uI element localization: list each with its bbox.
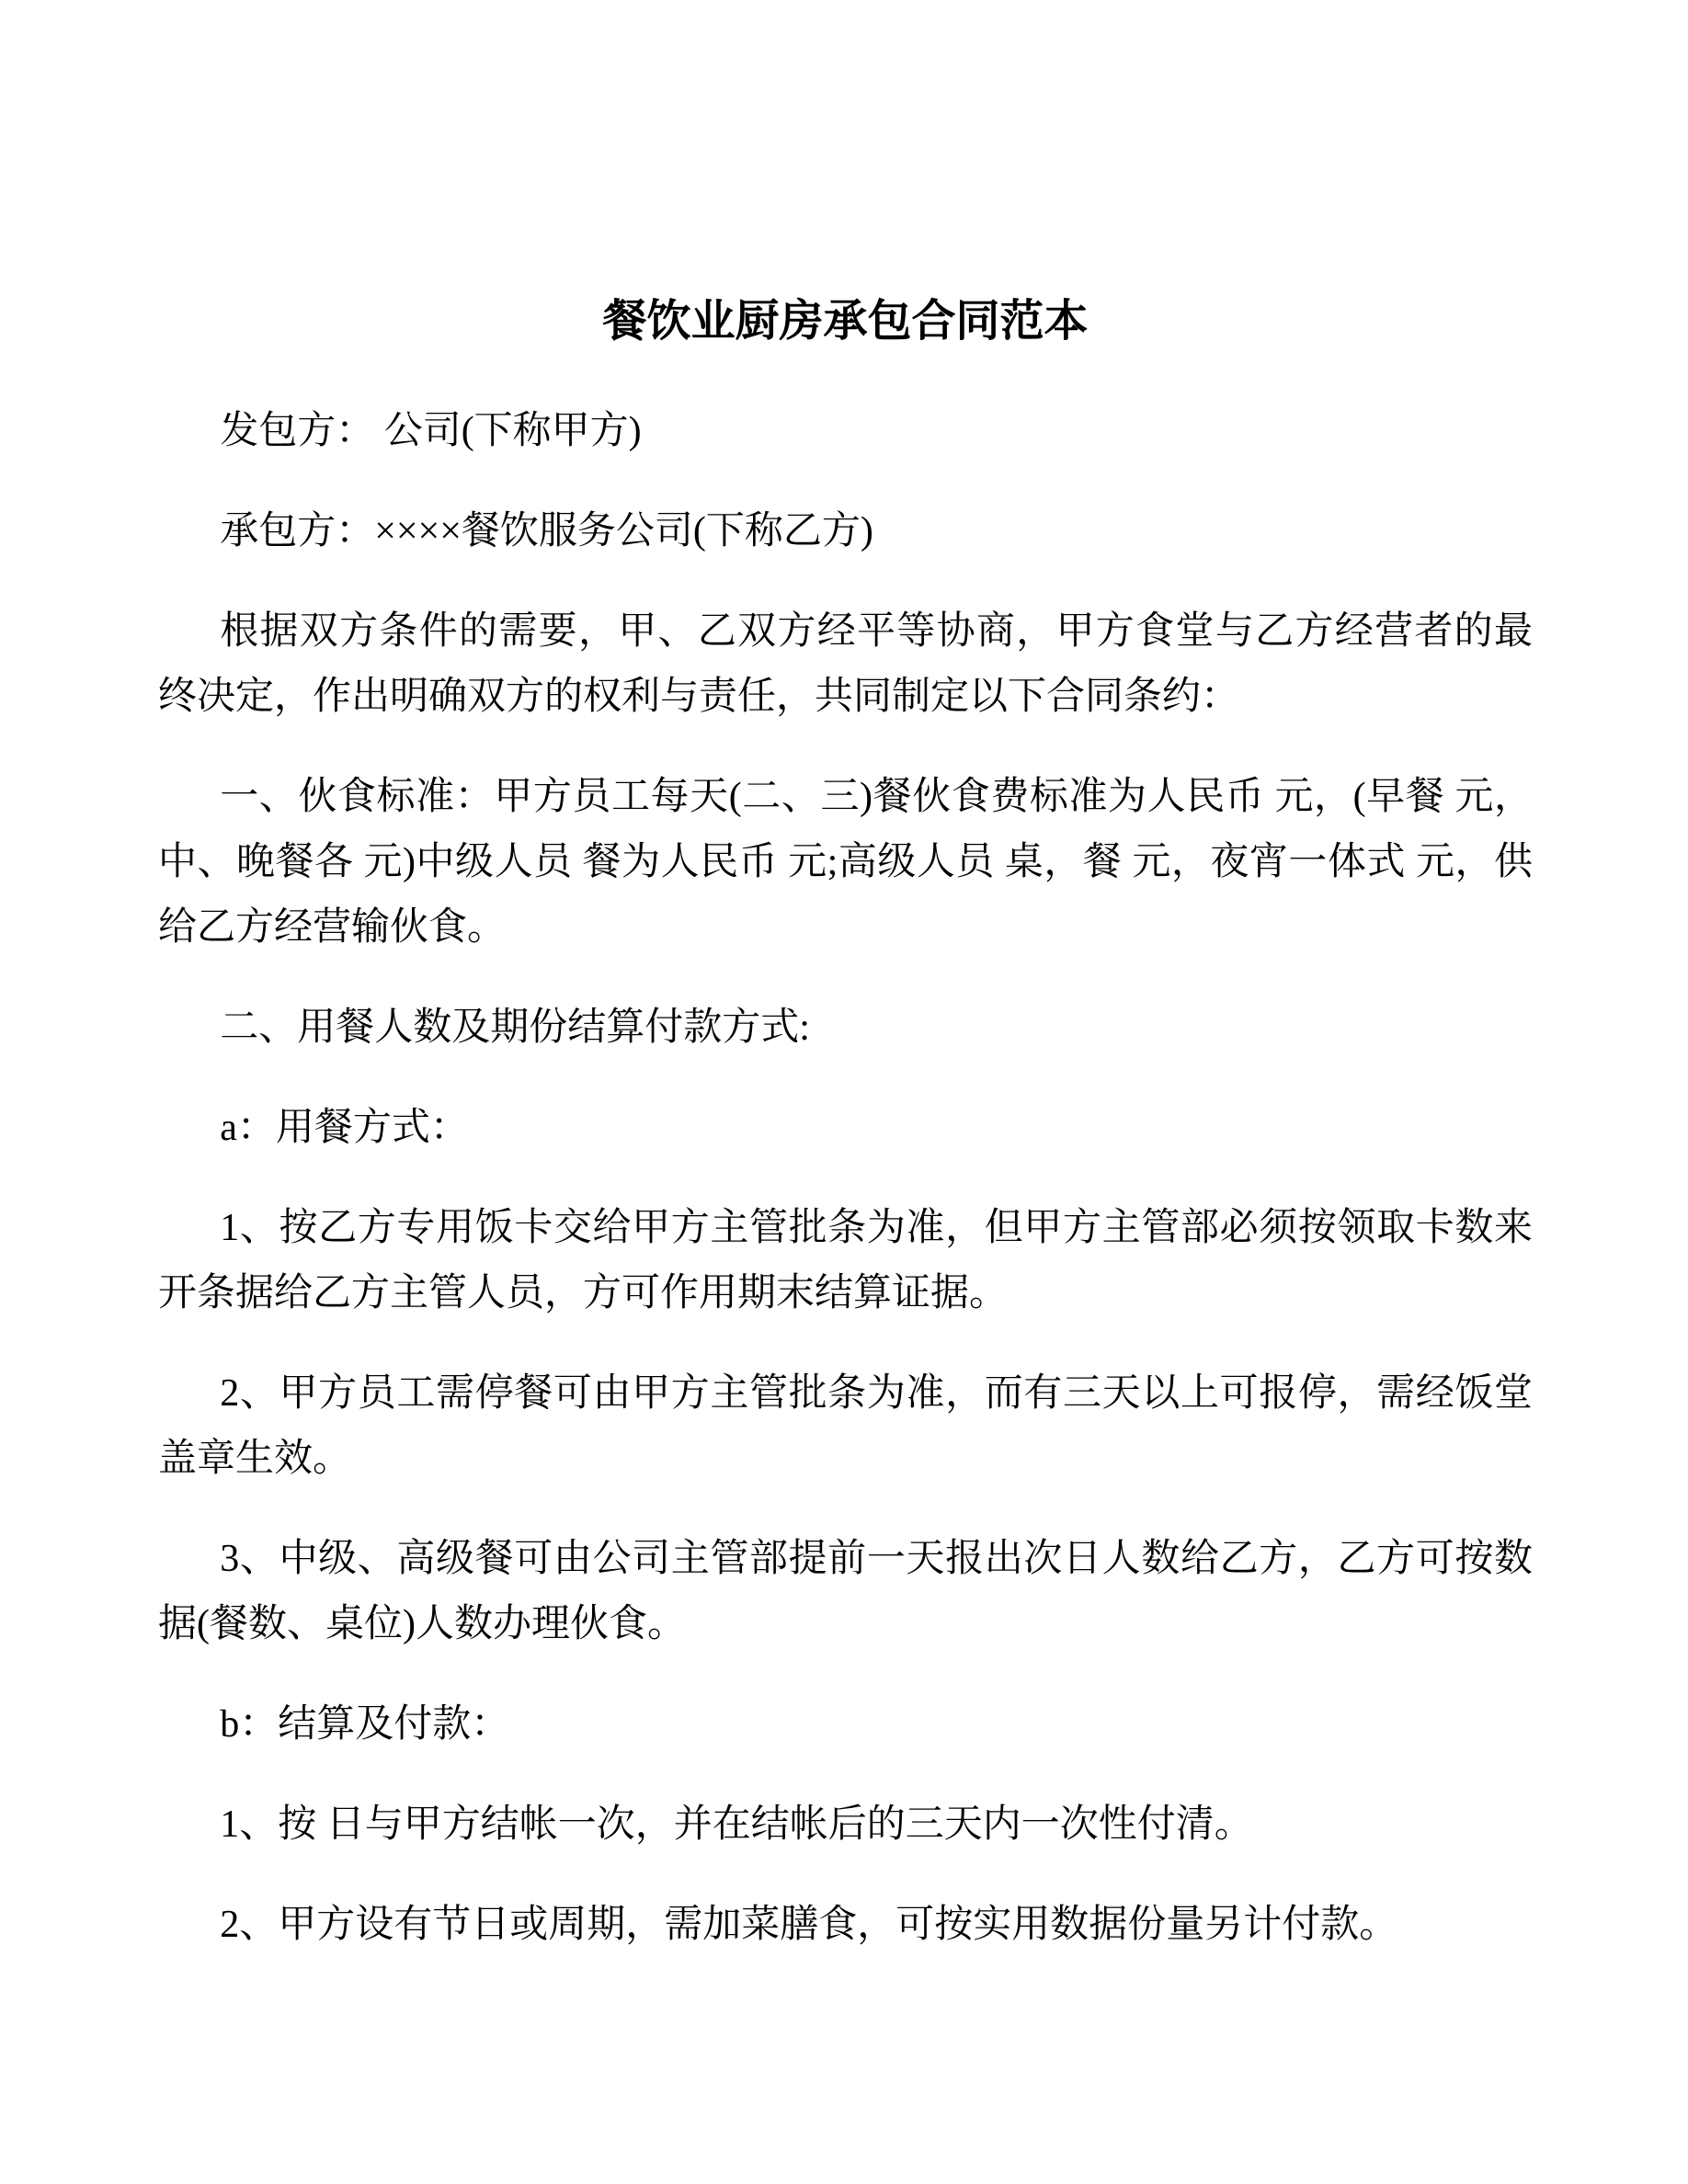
paragraph-clause-2a-item-2: 2、甲方员工需停餐可由甲方主管批条为准，而有三天以上可报停，需经饭堂盖章生效。	[158, 1372, 1533, 1480]
paragraph-clause-2-heading: 二、用餐人数及期份结算付款方式:	[220, 1007, 810, 1049]
paragraph-clause-2b-item-2: 2、甲方设有节日或周期，需加菜膳食，可按实用数据份量另计付款。	[220, 1904, 1398, 1946]
paragraph-clause-2b-item-1: 1、按 日与甲方结帐一次，并在结帐后的三天内一次性付清。	[220, 1803, 1253, 1846]
paragraph-clause-2b-heading: b：结算及付款：	[220, 1703, 510, 1746]
document-title: 餐饮业厨房承包合同范本	[602, 297, 1089, 346]
paragraph-clause-2a-item-3: 3、中级、高级餐可由公司主管部提前一天报出次日人数给乙方，乙方可按数据(餐数、桌位)人数办理伙食。	[158, 1538, 1533, 1645]
paragraph-clause-2a-item-1: 1、按乙方专用饭卡交给甲方主管批条为准，但甲方主管部必须按领取卡数来开条据给乙方主管人员，方可作用期末结算证据。	[158, 1207, 1533, 1314]
paragraph-clause-1-meal-standard: 一、伙食标准：甲方员工每天(二、三)餐伙食费标准为人民币 元，(早餐 元，中、晚餐各 元)中级人员 餐为人民币 元;高级人员 桌，餐 元，夜宵一体式 元，供给乙方经营输伙食。	[158, 776, 1533, 949]
paragraph-preamble: 根据双方条件的需要，甲、乙双方经平等协商，甲方食堂与乙方经营者的最终决定，作出明确双方的权利与责任，共同制定以下合同条约：	[158, 610, 1533, 718]
paragraph-employer: 发包方： 公司(下称甲方)	[220, 410, 642, 452]
paragraph-contractor: 承包方：××××餐饮服务公司(下称乙方)	[220, 510, 873, 552]
paragraph-clause-2a-heading: a：用餐方式：	[220, 1107, 469, 1149]
